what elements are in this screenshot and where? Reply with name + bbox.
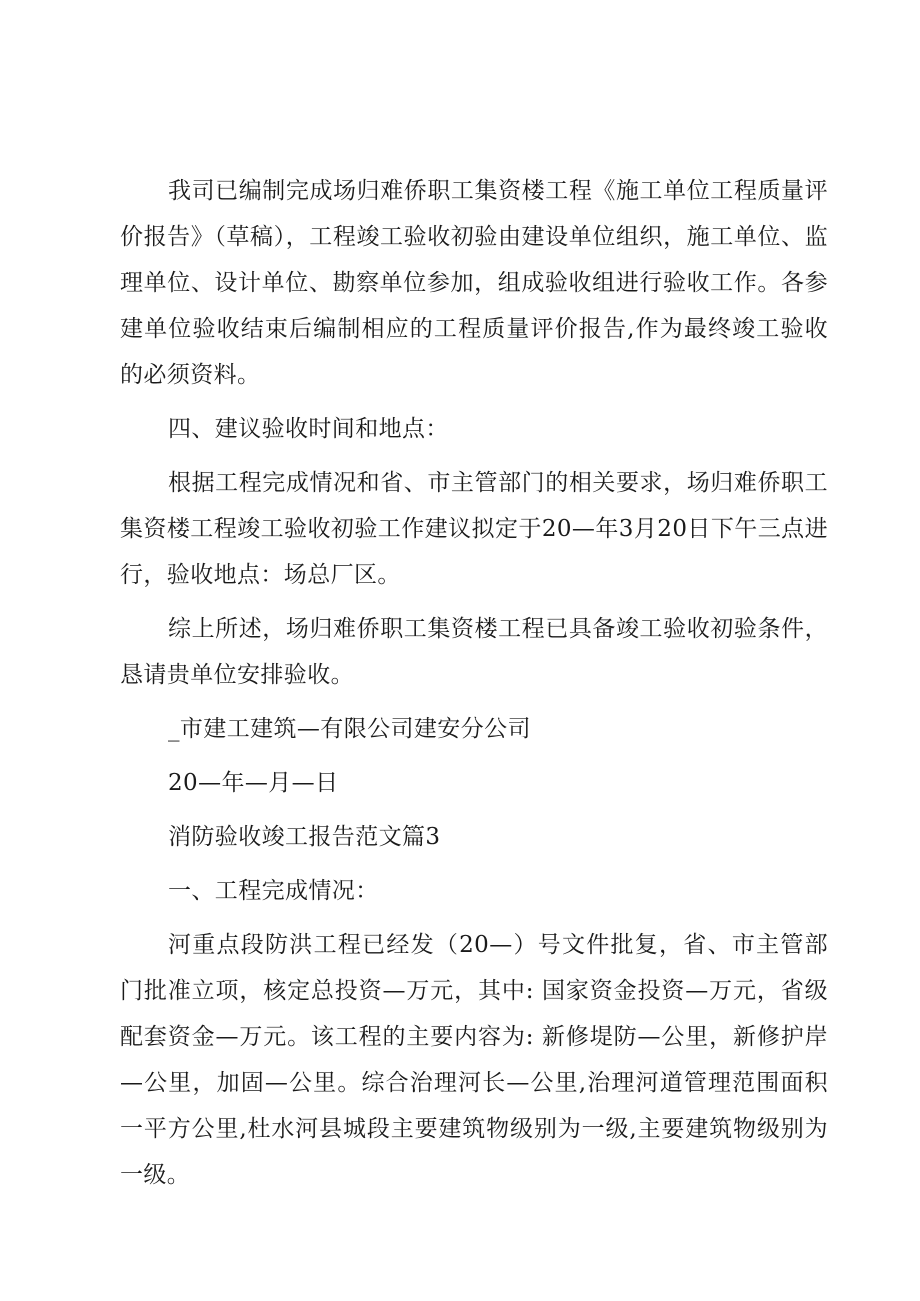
document-body <box>120 168 828 1198</box>
paragraph-schedule: 根据工程完成情况和省、市主管部门的相关要求，场归难侨职工集资楼工程竣工验收初验工作建议拟定于20—年3月20日下午三点进行，验收地点：场总厂区。 <box>120 470 828 588</box>
section-heading-completion: 一、工程完成情况： <box>168 878 379 904</box>
paragraph-conclusion: 综上所述，场归难侨职工集资楼工程已具备竣工验收初验条件，恳请贵单位安排验收。 <box>120 616 828 688</box>
article-title: 消防验收竣工报告范文篇3 <box>168 824 441 850</box>
signature-company: _市建工建筑—有限公司建安分公司 <box>168 716 531 742</box>
paragraph-evaluation-report: 我司已编制完成场归难侨职工集资楼工程《施工单位工程质量评价报告》（草稿），工程竣工验收初验由建设单位组织，施工单位、监理单位、设计单位、勘察单位参加，组成验收组进行验收工作。各参建单位验收结束后编制相应的工程质量评价报告,作为最终竣工验收的必须资料。 <box>120 178 828 388</box>
signature-date: 20—年—月—日 <box>168 770 339 796</box>
section-heading-time-place: 四、建议验收时间和地点： <box>168 416 449 442</box>
paragraph-project-overview: 河重点段防洪工程已经发（20—）号文件批复，省、市主管部门批准立项，核定总投资—万元，其中: 国家资金投资—万元，省级配套资金—万元。该工程的主要内容为: 新修堤防—公里，新修护岸—公里，加固—公里。综合治理河长—公里,治理河道管理范围面积一平方公里,杜水河县城段主要建筑物级别为一级,主要建筑物级别为一级。 <box>120 932 828 1188</box>
